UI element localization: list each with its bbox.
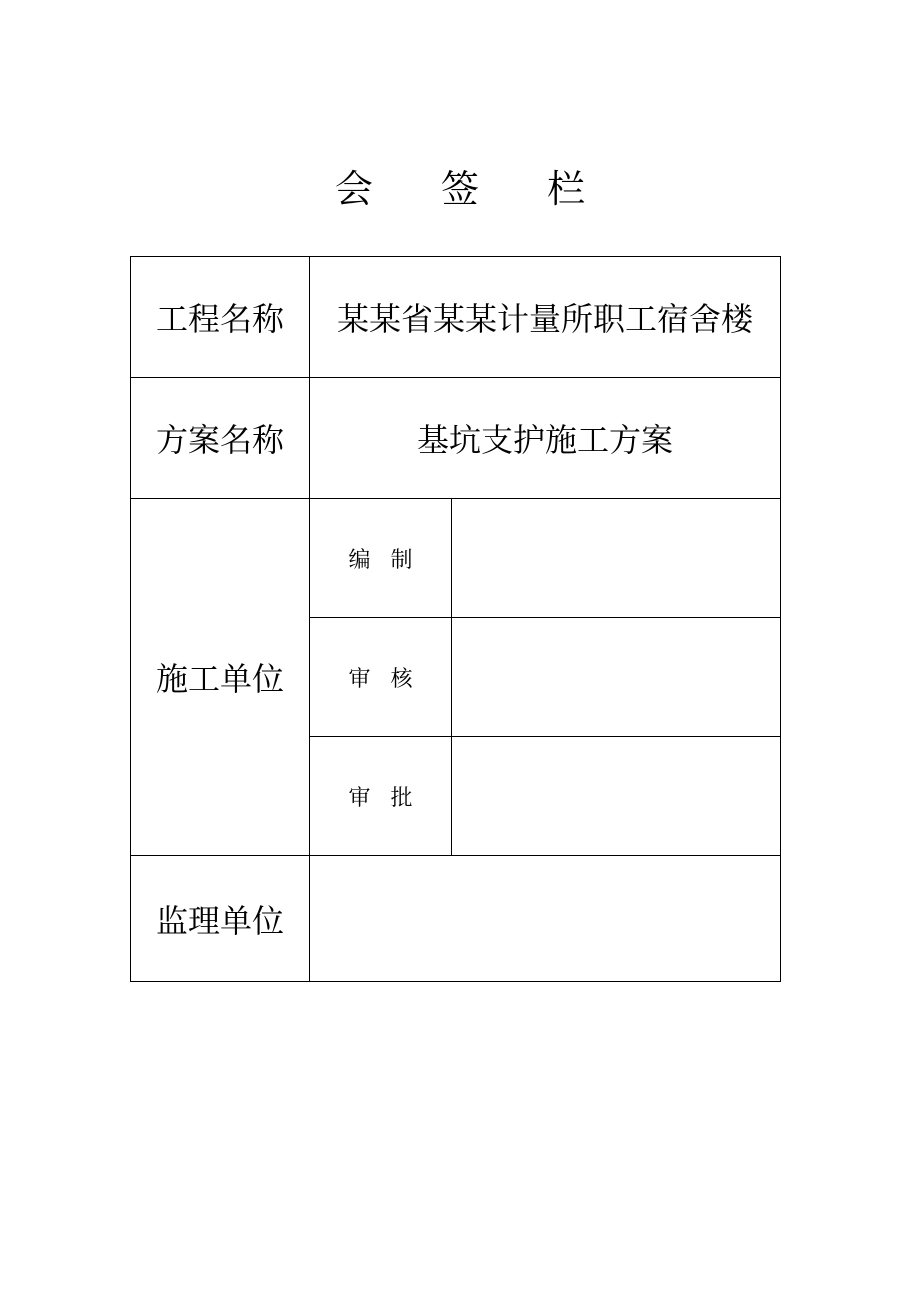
supervision-unit-field[interactable] — [310, 856, 781, 982]
page-title-char-1: 会 — [334, 167, 373, 211]
project-name-label: 工程名称 — [131, 257, 310, 378]
page-title-char-3: 栏 — [547, 167, 586, 211]
page-title — [0, 158, 920, 213]
construction-unit-label: 施工单位 — [131, 499, 310, 856]
row-project-name — [131, 257, 781, 378]
row-supervision-unit — [131, 856, 781, 982]
row-compile — [131, 499, 781, 618]
supervision-unit-label: 监理单位 — [131, 856, 310, 982]
compile-label: 编 制 — [310, 499, 452, 618]
project-name-value: 某某省某某计量所职工宿舍楼 — [310, 257, 781, 378]
review-label: 审 核 — [310, 618, 452, 737]
row-plan-name — [131, 378, 781, 499]
plan-name-value: 基坑支护施工方案 — [310, 378, 781, 499]
page-title-char-2: 签 — [440, 167, 479, 211]
signoff-table — [130, 256, 781, 982]
review-signature-field[interactable] — [452, 618, 781, 737]
approve-signature-field[interactable] — [452, 737, 781, 856]
compile-signature-field[interactable] — [452, 499, 781, 618]
approve-label: 审 批 — [310, 737, 452, 856]
plan-name-label: 方案名称 — [131, 378, 310, 499]
